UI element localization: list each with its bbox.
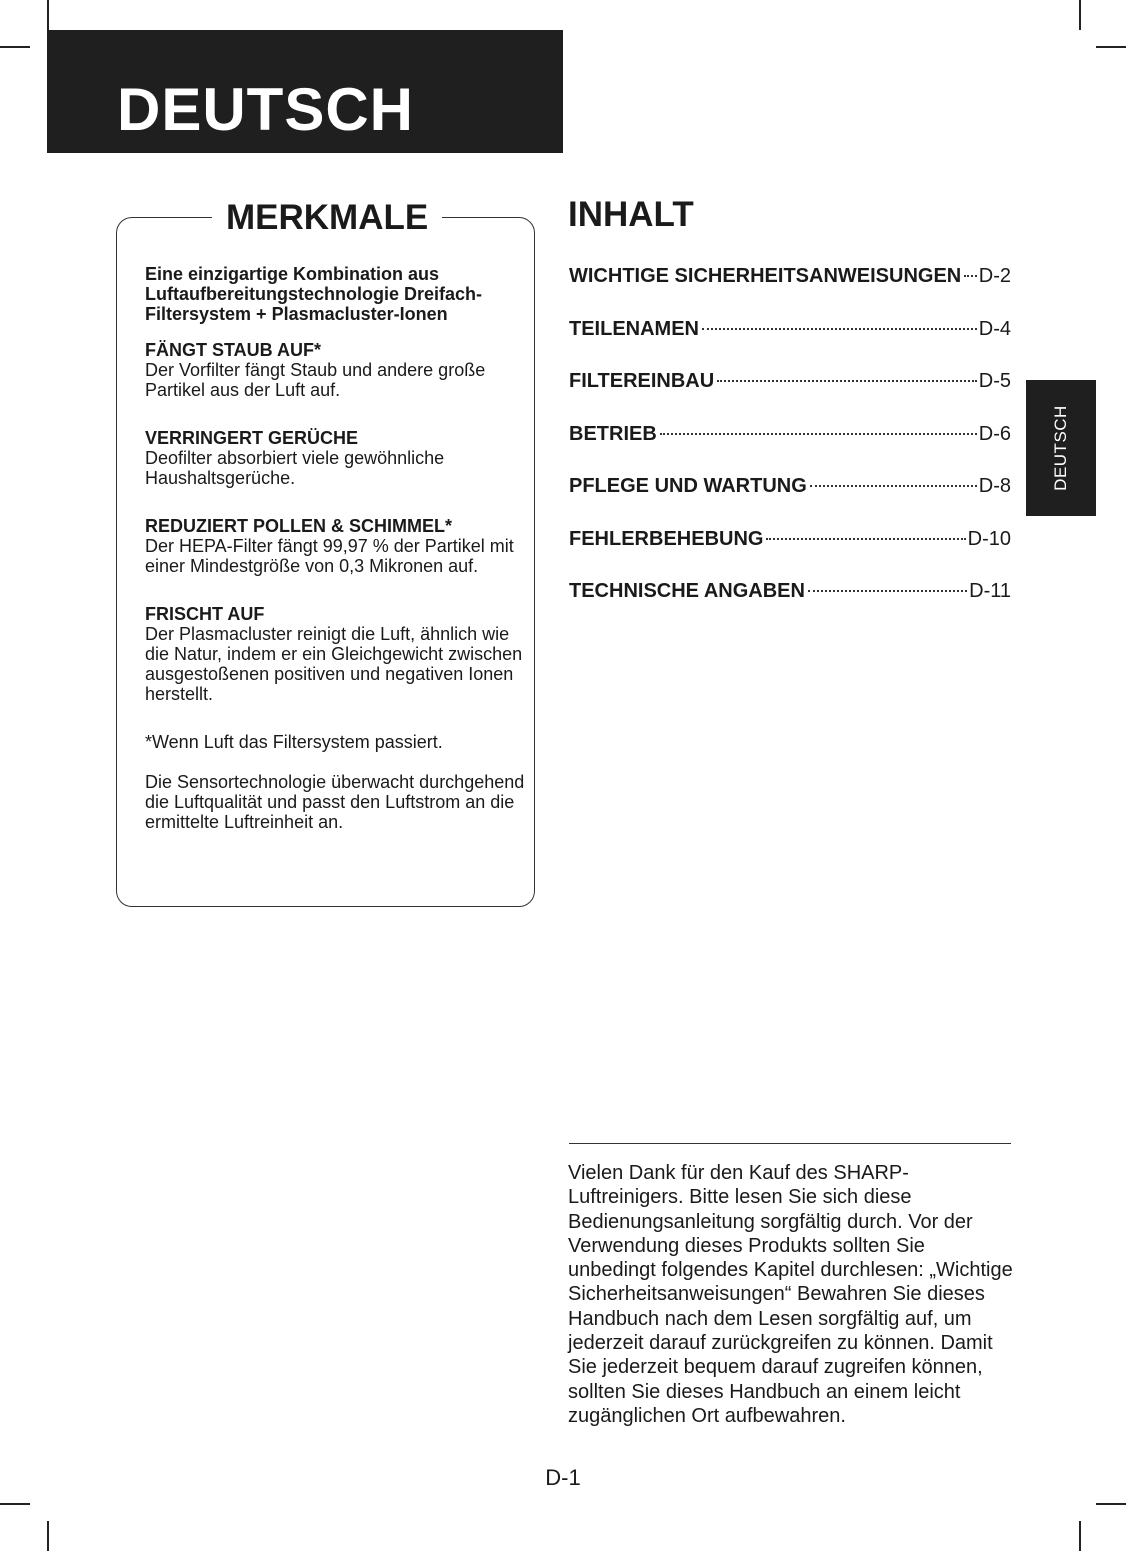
toc-leader-dots	[964, 275, 977, 277]
crop-mark	[47, 0, 49, 30]
feature-text: Der HEPA-Filter fängt 99,97 % der Partikel mit einer Mindestgröße von 0,3 Mikronen auf.	[145, 536, 514, 576]
toc-leader-dots	[717, 380, 977, 382]
toc-entry-troubleshooting[interactable]	[569, 526, 1011, 579]
toc-entry-filter-installation[interactable]	[569, 368, 1011, 421]
toc-page: D-2	[978, 265, 1011, 287]
toc-page: D-6	[978, 422, 1011, 445]
feature-title: FÄNGT STAUB AUF*	[145, 340, 321, 360]
crop-mark	[1079, 0, 1081, 30]
toc-entry-care-maintenance[interactable]	[569, 473, 1011, 526]
crop-mark	[47, 1521, 49, 1551]
toc-label: TEILENAMEN	[569, 317, 699, 340]
feature-item	[145, 340, 530, 400]
feature-text: Der Vorfilter fängt Staub und andere große Partikel aus der Luft auf.	[145, 360, 486, 400]
language-side-tab	[1026, 380, 1096, 516]
divider	[569, 1143, 1011, 1144]
crop-mark	[1096, 46, 1126, 48]
toc-leader-dots	[660, 433, 977, 435]
sensor-note: Die Sensortechnologie überwacht durchgehend die Luftqualität und passt den Luftstrom an die ermittelte Luftreinheit an.	[145, 772, 525, 832]
toc-label: TECHNISCHE ANGABEN	[569, 580, 805, 602]
feature-title: VERRINGERT GERÜCHE	[145, 428, 359, 448]
toc-entry-operation[interactable]	[569, 421, 1011, 474]
feature-title: REDUZIERT POLLEN & SCHIMMEL*	[145, 516, 453, 536]
side-tab-label: DEUTSCH	[1051, 405, 1070, 491]
crop-mark	[1079, 1521, 1081, 1551]
toc-page: D-10	[967, 527, 1011, 550]
toc-leader-dots	[808, 590, 967, 592]
toc-entry-safety[interactable]	[569, 263, 1011, 316]
page-number: D-1	[545, 1465, 581, 1490]
toc-label: BETRIEB	[569, 422, 657, 445]
features-footnote: *Wenn Luft das Filtersystem passiert.	[145, 732, 443, 752]
features-body	[145, 264, 530, 832]
toc-leader-dots	[702, 328, 977, 330]
toc-leader-dots	[810, 485, 977, 487]
table-of-contents	[569, 263, 1011, 631]
feature-text: Der Plasmacluster reinigt die Luft, ähnlich wie die Natur, indem er ein Gleichgewicht zwischen ausgestoßenen positiven und negativen Ionen herstellt.	[145, 624, 523, 704]
toc-page: D-5	[978, 370, 1011, 392]
toc-entry-part-names[interactable]	[569, 316, 1011, 369]
language-banner	[47, 30, 563, 153]
toc-page: D-8	[978, 475, 1011, 497]
toc-label: FEHLERBEHEBUNG	[569, 527, 764, 550]
language-title: DEUTSCH	[117, 76, 415, 143]
feature-text: Deofilter absorbiert viele gewöhnliche Haushaltsgerüche.	[145, 448, 445, 488]
toc-page: D-4	[978, 317, 1011, 340]
toc-label: FILTEREINBAU	[569, 370, 715, 392]
toc-page: D-11	[969, 580, 1011, 602]
feature-item	[145, 516, 530, 576]
toc-label: PFLEGE UND WARTUNG	[569, 475, 807, 497]
feature-title: FRISCHT AUF	[145, 604, 265, 624]
thank-you-text: Vielen Dank für den Kauf des SHARP-Luftreinigers. Bitte lesen Sie sich diese Bedienungsanleitung sorgfältig durch. Vor der Verwendung dieses Produkts sollten Sie unbedingt folgendes Kapitel durchlesen: „Wichtige Sicherheitsanweisungen“ Bewahren Sie dieses Handbuch nach dem Lesen sorgfältig auf, um jederzeit darauf zurückgreifen zu können. Damit Sie jederzeit bequem darauf zugreifen können, sollten Sie dieses Handbuch an einem leicht zugänglichen Ort aufbewahren.	[568, 1162, 1013, 1427]
features-heading: MERKMALE	[212, 195, 442, 241]
feature-item	[145, 428, 530, 488]
contents-heading: INHALT	[568, 195, 694, 234]
crop-mark	[1096, 1503, 1126, 1505]
crop-mark	[0, 46, 30, 48]
toc-entry-specifications[interactable]	[569, 578, 1011, 631]
toc-leader-dots	[766, 538, 965, 540]
feature-item	[145, 604, 530, 704]
crop-mark	[0, 1503, 30, 1505]
features-intro: Eine einzigartige Kombination aus Luftaufbereitungstechnologie Dreifach-Filtersystem + Plasmacluster-Ionen	[145, 264, 483, 324]
toc-label: WICHTIGE SICHERHEITSANWEISUNGEN	[569, 265, 962, 287]
